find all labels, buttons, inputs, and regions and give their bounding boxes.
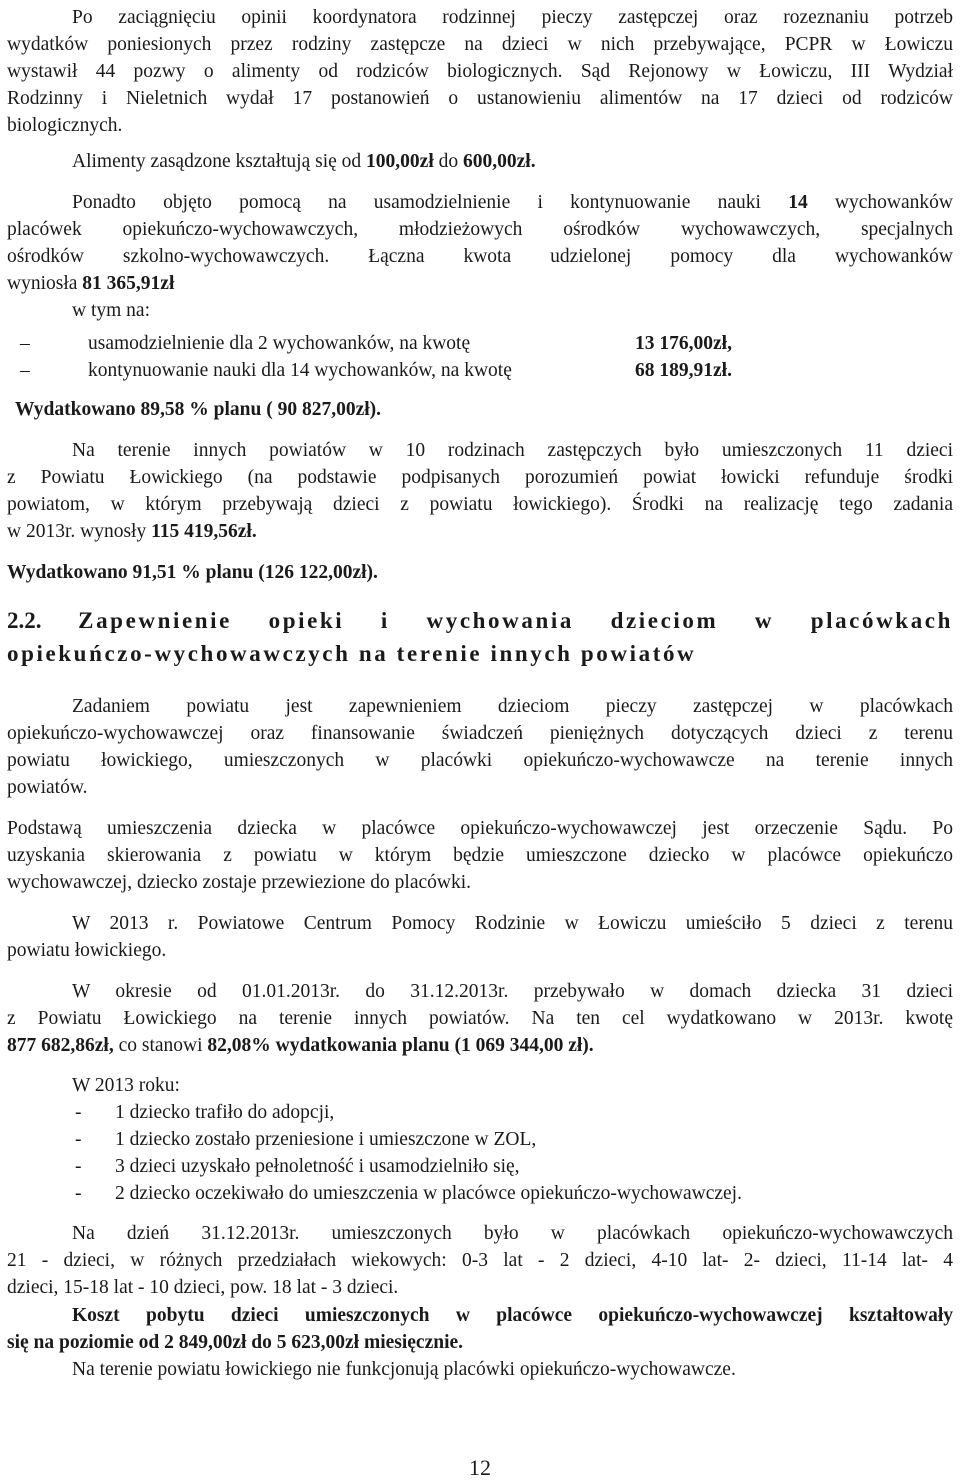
- text-line: Koszt pobytu dzieci umieszczonych w placówce opiekuńczo-wychowawczej kształtowały: [72, 1305, 953, 1326]
- text-line: się na poziomie od 2 849,00zł do 5 623,00zł miesięcznie.: [7, 1332, 464, 1353]
- list-item-text: kontynuowanie nauki dla 14 wychowanków, na kwotę: [88, 360, 512, 381]
- text-line: 21 - dzieci, w różnych przedziałach wiekowych: 0-3 lat - 2 dzieci, 4-10 lat- 2- dzieci, 11-14 lat- 4: [7, 1250, 953, 1271]
- text-line: wychowawczej, dziecko zostaje przewiezione do placówki.: [7, 872, 472, 893]
- paragraph-placed-2013: [7, 910, 953, 964]
- text-run: Alimenty zasądzone kształtują się od: [72, 151, 367, 172]
- text-line: powiatu łowickiego, umieszczonych w placówki opiekuńczo-wychowawcze na terenie innych: [7, 750, 953, 771]
- list-item: [20, 357, 940, 384]
- paragraph-cost: [7, 1302, 953, 1356]
- paragraph-alimony-range: [7, 148, 953, 175]
- list-item-text: usamodzielnienie dla 2 wychowanków, na kwotę: [88, 333, 471, 354]
- text-line: Podstawą umieszczenia dziecka w placówce opiekuńczo-wychowawczej jest orzeczenie Sądu. Po: [7, 818, 953, 839]
- text-line: Rodzinny i Nieletnich wydał 17 postanowień o ustanowieniu alimentów na 17 dzieci od rodziców: [7, 88, 953, 109]
- text-line: Po zaciągnięciu opinii koordynatora rodzinnej pieczy zastępczej oraz rozeznaniu potrzeb: [72, 7, 953, 28]
- text-line: z Powiatu Łowickiego na terenie innych powiatów. Na ten cel wydatkowano w 2013r. kwotę: [7, 1008, 953, 1029]
- list-item-text: 3 dzieci uzyskało pełnoletność i usamodzielniło się,: [115, 1156, 520, 1177]
- total-amount: 115 419,56zł.: [151, 521, 257, 542]
- text-line: uzyskania skierowania z powiatu w którym będzie umieszczone dziecko w placówce opiekuńczo: [7, 845, 953, 866]
- count-bold: 14: [788, 192, 808, 213]
- text-line: z Powiatu Łowickiego (na podstawie podpisanych porozumień powiat łowicki refunduje środki: [7, 467, 953, 488]
- text-run: do: [433, 151, 463, 172]
- text-line: wydatków poniesionych przez rodziny zastępcze na dzieci w nich przebywające, PCPR w Łowiczu: [7, 34, 953, 55]
- list-item-amount: 68 189,91zł.: [635, 360, 732, 381]
- text-line: W 2013 r. Powiatowe Centrum Pomocy Rodzinie w Łowiczu umieściło 5 dzieci z terenu: [72, 913, 953, 934]
- text-line: biologicznych.: [7, 115, 123, 136]
- text-line: [7, 518, 953, 545]
- list-item: [75, 1153, 520, 1180]
- text-run: co stanowi: [113, 1035, 208, 1056]
- dash-marker: –: [20, 333, 30, 354]
- list-item-text: 2 dziecko oczekiwało do umieszczenia w placówce opiekuńczo-wychowawczej.: [115, 1183, 742, 1204]
- page-number: 12: [469, 1455, 491, 1480]
- text-line: opiekuńczo-wychowawczej oraz finansowanie świadczeń pieniężnych dotyczących dzieci z terenu: [7, 723, 953, 744]
- dash-marker: -: [75, 1102, 82, 1123]
- text-line: [7, 270, 953, 297]
- dash-marker: -: [75, 1129, 82, 1150]
- list-intro: W 2013 roku:: [72, 1075, 180, 1096]
- dash-marker: –: [20, 360, 30, 381]
- amount-min: 100,00zł: [366, 151, 434, 172]
- list-item: [75, 1180, 742, 1207]
- text-line: powiatom, w którym przebywają dzieci z powiatu łowickiego). Środki na realizację tego zadania: [7, 494, 953, 515]
- text-line: powiatów.: [7, 777, 88, 798]
- paragraph-independence-support: [7, 189, 953, 324]
- paragraph-no-facilities: Na terenie powiatu łowickiego nie funkcjonują placówki opiekuńczo-wychowawcze.: [72, 1359, 736, 1380]
- paragraph-alimony-suits: [7, 4, 953, 139]
- heading-line: opiekuńczo-wychowawczych na terenie innych powiatów: [7, 641, 697, 666]
- total-amount: 877 682,86zł,: [7, 1035, 114, 1056]
- list-item-text: 1 dziecko trafiło do adopcji,: [115, 1102, 335, 1123]
- list-item: [75, 1099, 334, 1126]
- paragraph-age-groups: [7, 1220, 953, 1301]
- text-run: Ponadto objęto pomocą na usamodzielnienie i kontynuowanie nauki: [72, 192, 789, 213]
- paragraph-placement-basis: [7, 815, 953, 896]
- section-number: 2.2.: [7, 608, 42, 633]
- list-item-text: 1 dziecko zostało przeniesione i umieszczone w ZOL,: [115, 1129, 537, 1150]
- text-line: powiatu łowickiego.: [7, 940, 167, 961]
- paragraph-period-stay: [7, 978, 953, 1059]
- text-line: [7, 1032, 953, 1059]
- text-line: [7, 189, 953, 216]
- text-line: Na dzień 31.12.2013r. umieszczonych było w placówkach opiekuńczo-wychowawczych: [72, 1223, 953, 1244]
- dash-marker: -: [75, 1156, 82, 1177]
- total-amount: 81 365,91zł: [82, 273, 175, 294]
- spent-summary-2: Wydatkowano 91,51 % planu (126 122,00zł).: [7, 562, 378, 583]
- text-run: w 2013r. wynosły: [7, 521, 152, 542]
- section-heading: [7, 604, 953, 670]
- list-item-amount: 13 176,00zł,: [635, 333, 732, 354]
- paragraph-other-counties: [7, 437, 953, 545]
- text-line: dzieci, 15-18 lat - 10 dzieci, pow. 18 lat - 3 dzieci.: [7, 1277, 399, 1298]
- heading-line: [7, 604, 953, 637]
- text-line: W okresie od 01.01.2013r. do 31.12.2013r. przebywało w domach dziecka 31 dzieci: [72, 981, 953, 1002]
- text-line: Zadaniem powiatu jest zapewnieniem dzieciom pieczy zastępczej w placówkach: [72, 696, 953, 717]
- amount-max: 600,00zł.: [463, 151, 536, 172]
- dash-marker: -: [75, 1183, 82, 1204]
- list-item: [20, 330, 940, 357]
- plan-percent: 82,08% wydatkowania planu (1 069 344,00 zł).: [207, 1035, 594, 1056]
- text-line: ośrodków szkolno-wychowawczych. Łączna kwota udzielonej pomocy dla wychowanków: [7, 246, 953, 267]
- list-item: [75, 1126, 536, 1153]
- text-line: Na terenie innych powiatów w 10 rodzinach zastępczych było umieszczonych 11 dzieci: [72, 440, 953, 461]
- text-line: wystawił 44 pozwy o alimenty od rodziców biologicznych. Sąd Rejonowy w Łowiczu, III Wydział: [7, 61, 953, 82]
- text-run: wychowanków: [807, 192, 953, 213]
- text-run: wyniosła: [7, 273, 83, 294]
- text-line: placówek opiekuńczo-wychowawczych, młodzieżowych ośrodków wychowawczych, specjalnych: [7, 219, 953, 240]
- heading-text: Zapewnienie opieki i wychowania dzieciom w placówkach: [78, 608, 953, 633]
- spent-summary-1: Wydatkowano 89,58 % planu ( 90 827,00zł).: [15, 399, 382, 420]
- text-line: w tym na:: [72, 300, 150, 321]
- paragraph-task: [7, 693, 953, 801]
